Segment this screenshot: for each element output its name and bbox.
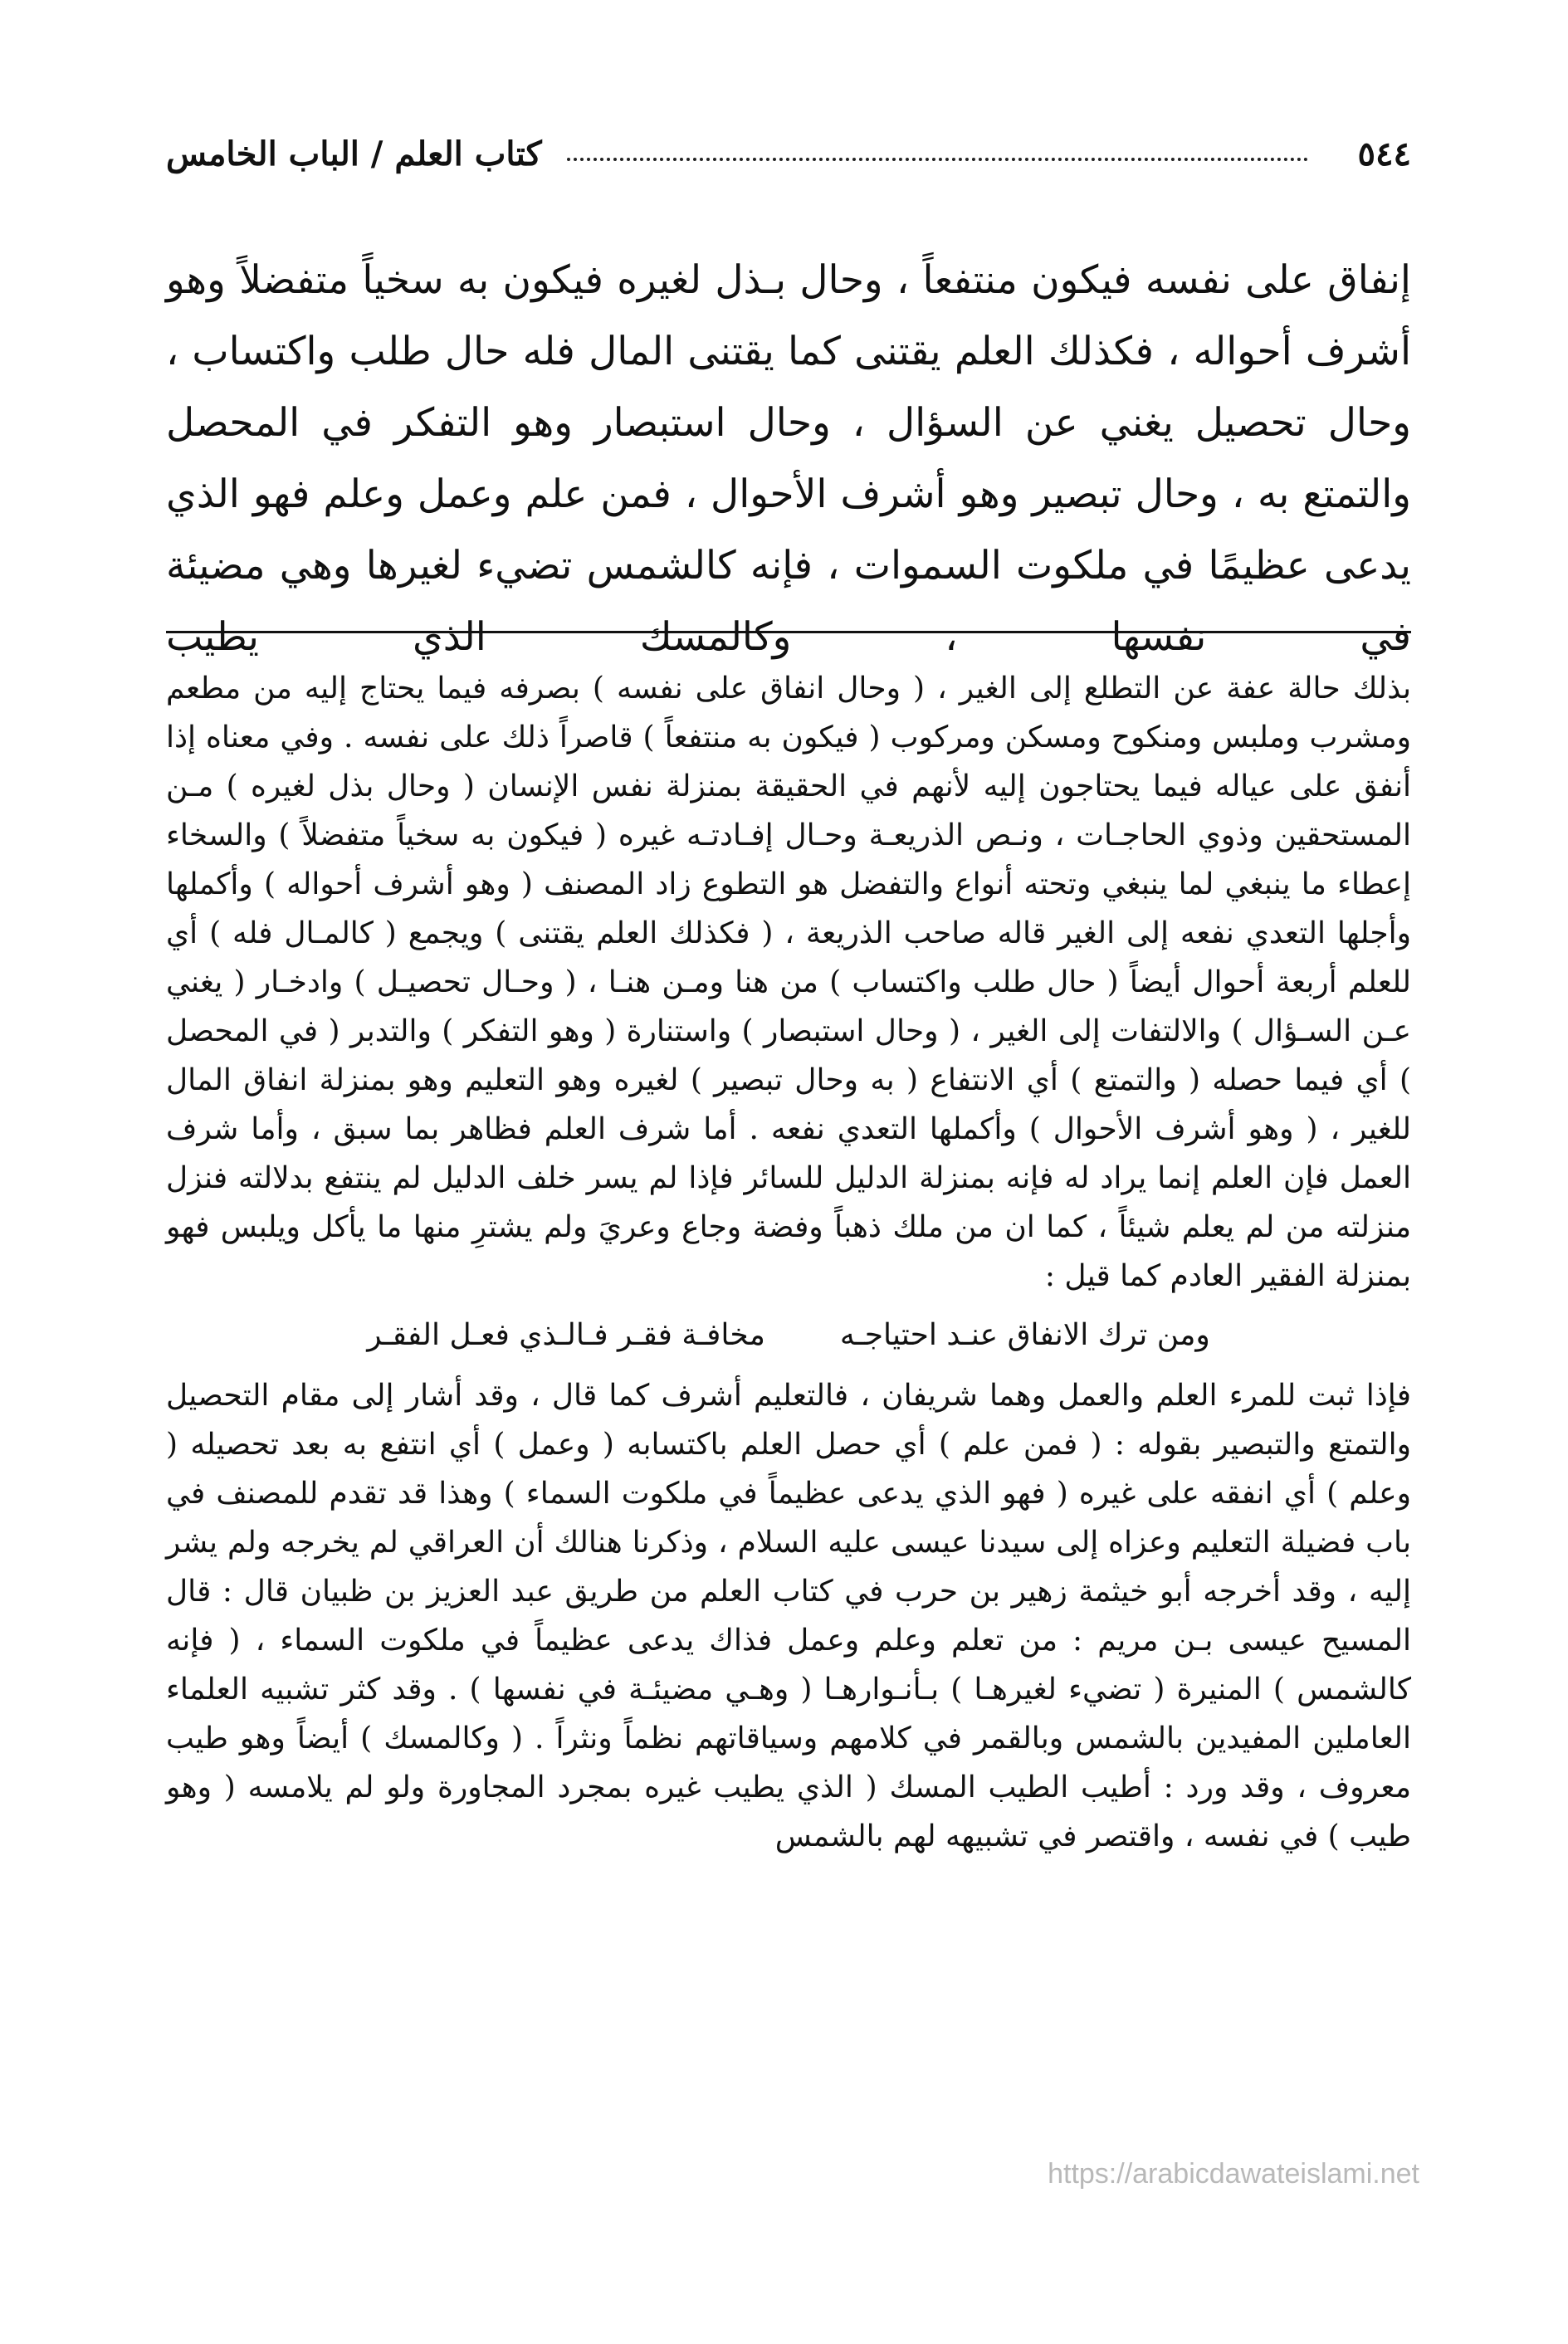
main-text-paragraph: إنفاق على نفسه فيكون منتفعاً ، وحال بـذل لغيره فيكون به سخياً متفضلاً وهو أشرف أحواله ، فكذلك العلم يقتنى كما يقتنى المال فله حال طلب واكتساب ، وحال تحصيل يغني عن السؤال ، وحال استبصار وهو التفكر في المحصل والتمتع به ، وحال تبصير وهو أشرف الأحوال ، فمن علم وعمل وعلم فهو الذي يدعى عظيمًا في ملكوت السموات ، فإنه كالشمس تضيء لغيرها وهي مضيئة في نفسها ، وكالمسك الذي يطيب bbox=[166, 257, 1411, 660]
verse-first-hemistich: ومن ترك الانفاق عنـد احتياجـه bbox=[839, 1318, 1210, 1352]
page-header bbox=[166, 125, 1411, 183]
poetry-verse bbox=[166, 1311, 1411, 1360]
footnote-separator-line bbox=[166, 631, 1411, 633]
commentary-paragraph-1: بذلك حالة عفة عن التطلع إلى الغير ، ( وحال انفاق على نفسه ) بصرفه فيما يحتاج إليه من مطعم ومشرب وملبس ومنكوح ومسكن ومركوب ( فيكون به منتفعاً ) قاصراً ذلك على نفسه . وفي معناه إذا أنفق على عياله فيما يحتاجون إليه لأنهم في الحقيقة بمنزلة نفس الإنسان ( وحال بذل لغيره ) مـن المستحقين وذوي الحاجـات ، ونـص الذريعـة وحـال إفـادتـه غيره ( فيكون به سخياً متفضلاً ) والسخاء إعطاء ما ينبغي لما ينبغي وتحته أنواع والتفضل هو التطوع زاد المصنف ( وهو أشرف أحواله ) وأكملها وأجلها التعدي نفعه إلى الغير قاله صاحب الذريعة ، ( فكذلك العلم يقتنى ) ويجمع ( كالمـال فله ) أي للعلم أربعة أحوال أيضاً ( حال طلب واكتساب ) من هنا ومـن هنـا ، ( وحـال تحصيـل ) وادخـار ( يغني عـن السـؤال ) والالتفات إلى الغير ، ( وحال استبصار ) واستنارة ( وهو التفكر ) والتدبر ( في المحصل ) أي فيما حصله ( والتمتع ) أي الانتفاع ( به وحال تبصير ) لغيره وهو التعليم وهو بمنزلة انفاق المال للغير ، ( وهو أشرف الأحوال ) وأكملها التعدي نفعه . أما شرف العلم فظاهر بما سبق ، وأما شرف العمل فإن العلم إنما يراد له فإنه بمنزلة الدليل للسائر فإذا لم يسر خلف الدليل لم ينتفع بدلالته فنزل منزلته من لم يعلم شيئاً ، كما ان من ملك ذهباً وفضة وجاع وعريَ ولم يشترِ منها ما يأكل ويلبس فهو بمنزلة الفقير العادم كما قيل : bbox=[166, 671, 1411, 1293]
header-dotted-leader bbox=[567, 158, 1308, 161]
watermark-url: https://arabicdawateislami.net bbox=[1048, 2158, 1419, 2190]
running-title: كتاب العلم / الباب الخامس bbox=[166, 134, 542, 173]
verse-second-hemistich: مخافـة فقـر فـالـذي فعـل الفقـر bbox=[367, 1318, 765, 1352]
main-text-block bbox=[166, 245, 1411, 673]
commentary-paragraph-2: فإذا ثبت للمرء العلم والعمل وهما شريفان ، فالتعليم أشرف كما قال ، وقد أشار إلى مقام التحصيل والتمتع والتبصير بقوله : ( فمن علم ) أي حصل العلم باكتسابه ( وعمل ) أي انتفع به بعد تحصيله ( وعلم ) أي انفقه على غيره ( فهو الذي يدعى عظيماً في ملكوت السماء ) وهذا قد تقدم للمصنف في باب فضيلة التعليم وعزاه إلى سيدنا عيسى عليه السلام ، وذكرنا هنالك أن العراقي لم يخرجه ولم يشر إليه ، وقد أخرجه أبو خيثمة زهير بن حرب في كتاب العلم من طريق عبد العزيز بن ظبيان قال : قال المسيح عيسى بـن مريم : من تعلم وعلم وعمل فذاك يدعى عظيماً في ملكوت السماء ، ( فإنه كالشمس ) المنيرة ( تضيء لغيرهـا ) بـأنـوارهـا ( وهـي مضيئـة في نفسها ) . وقد كثر تشبيه العلماء العاملين المفيدين بالشمس وبالقمر في كلامهم وسياقاتهم نظماً ونثراً . ( وكالمسك ) أيضاً وهو طيب معروف ، وقد ورد : أطيب الطيب المسك ( الذي يطيب غيره بمجرد المجاورة ولو لم يلامسه ( وهو طيب ) في نفسه ، واقتصر في تشبيهه لهم بالشمس bbox=[166, 1379, 1411, 1853]
page-number: ٥٤٤ bbox=[1357, 134, 1411, 173]
commentary-block bbox=[166, 664, 1411, 1861]
